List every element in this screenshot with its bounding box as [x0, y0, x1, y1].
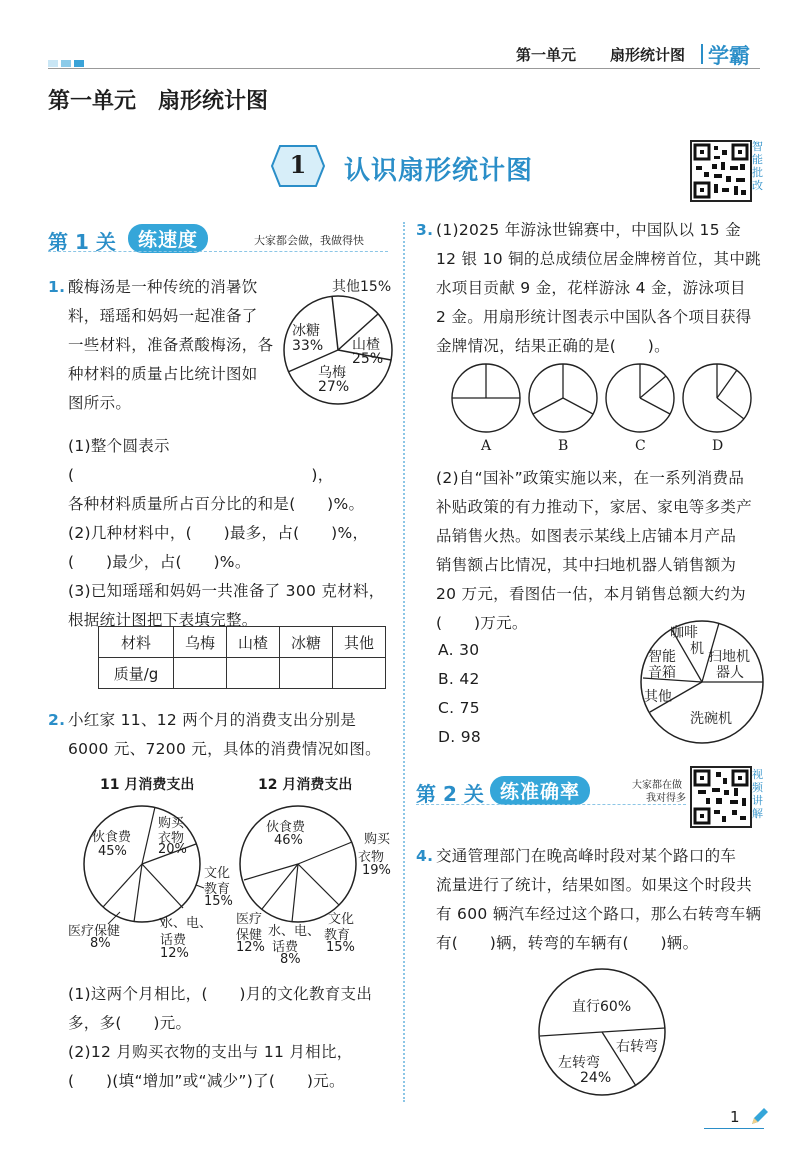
- q2-pie1-divider: [142, 864, 183, 908]
- q3-line: (1)2025 年游泳世锦赛中，中国队以 15 金: [436, 221, 741, 239]
- q2-c2-edu2: 教育: [324, 928, 351, 943]
- qr-code-video[interactable]: [690, 766, 752, 828]
- q2-pie1-divider: [103, 864, 142, 907]
- q3-option-b[interactable]: B: [558, 438, 569, 454]
- q1-pie-divider: [332, 296, 338, 350]
- qr-code-icon: [692, 768, 750, 826]
- q1-line: 酸梅汤是一种传统的消暑饮: [68, 278, 258, 296]
- q2-c1-utility1: 水、电、: [160, 916, 213, 931]
- q3-stem: [436, 216, 770, 361]
- q1-part1: [68, 432, 398, 635]
- q3-line: 金牌情况，结果正确的是( )。: [436, 337, 670, 355]
- stage2-pill: 练准确率: [490, 776, 590, 805]
- q2-part1-line: (1)这两个月相比，( )月的文化教育支出: [68, 985, 373, 1003]
- q2-c1-edu2: 教育: [204, 882, 231, 897]
- q2-number: 2.: [48, 711, 66, 729]
- q1-pie-value-sugar: 33%: [292, 338, 324, 354]
- stage1-rule: [48, 251, 388, 252]
- table-header: 其他: [333, 627, 386, 658]
- q2-c1-clothes-pct: 20%: [158, 842, 187, 857]
- q2-pie1-divider: [142, 807, 155, 864]
- q2-c1-food-pct: 45%: [98, 844, 127, 859]
- q2-c1-utility-pct: 12%: [160, 946, 189, 961]
- q3-choices: [438, 636, 481, 752]
- header-rule: [48, 68, 760, 69]
- q1-line: 图所示。: [68, 394, 132, 412]
- q1-pie-value-hawthorn: 25%: [352, 351, 384, 367]
- q3-pie-coffee: 咖啡: [670, 625, 698, 641]
- table-header: 乌梅: [174, 627, 227, 658]
- q1-pie-label-hawthorn: 山楂: [352, 337, 380, 353]
- q2-c1-utility2: 话费: [160, 933, 187, 948]
- qr-code-smart-grading[interactable]: [690, 140, 752, 202]
- q3-line: 2 金。用扇形统计图表示中国队各个项目获得: [436, 308, 752, 326]
- q3-choice-c[interactable]: C. 75: [438, 699, 480, 717]
- qr-code-icon: [692, 142, 750, 200]
- q2-c2-edu-pct: 15%: [326, 940, 355, 955]
- table-header: 冰糖: [280, 627, 333, 658]
- stage2-slogan1: 大家都在做: [632, 780, 682, 791]
- lesson-badge: [270, 144, 326, 188]
- q2-parts: [68, 980, 398, 1096]
- q1-table: [98, 626, 386, 689]
- q4-line: 交通管理部门在晚高峰时段对某个路口的车: [436, 847, 737, 865]
- table-row-label: 质量/g: [99, 658, 174, 689]
- q1-pie-label-plum: 乌梅: [318, 365, 346, 381]
- q2-line: 6000 元、7200 元，具体的消费情况如图。: [68, 740, 381, 758]
- stage2-slogan2: 我对得多: [646, 793, 686, 804]
- q4-number: 4.: [416, 847, 434, 865]
- q3-part2: [436, 464, 770, 638]
- q2-c2-clothes-pct: 19%: [362, 863, 391, 878]
- q2-stem: [68, 706, 398, 764]
- q2-chart1-title: 11 月消费支出: [100, 777, 195, 793]
- q2-part1-line: 多，多( )元。: [68, 1014, 192, 1032]
- table-header: 材料: [99, 627, 174, 658]
- lesson-title: 认识扇形统计图: [344, 156, 534, 186]
- q3-pie-other: 其他: [644, 689, 672, 705]
- stage2-label: 第 2 关: [416, 782, 484, 806]
- q2-line: 小红家 11、12 两个月的消费支出分别是: [68, 711, 357, 729]
- q2-c2-medical2: 保健: [236, 928, 263, 943]
- q2-c2-food-pct: 46%: [274, 833, 303, 848]
- q3-pie-coffee2: 机: [690, 641, 704, 657]
- header-unit: 第一单元: [516, 46, 577, 64]
- q2-c1-medical: 医疗保健: [68, 924, 121, 939]
- q1-pie-label-sugar: 冰糖: [292, 323, 320, 339]
- q2-pie2-divider: [298, 842, 352, 864]
- q3-pie-b: [529, 364, 597, 432]
- pencil-icon: [748, 1106, 770, 1128]
- q3-option-c[interactable]: C: [635, 438, 646, 454]
- q3-pie-c: [606, 364, 674, 432]
- q2-c1-food: 伙食费: [92, 830, 132, 845]
- q2-c1-edu-pct: 15%: [204, 894, 233, 909]
- q1-pie-label-other: 其他15%: [332, 279, 392, 295]
- footer-rule: [704, 1128, 764, 1129]
- q1-stem: [68, 273, 278, 418]
- header-dots: [48, 52, 96, 60]
- q1-part2-line: ( )最少，占( )%。: [68, 553, 251, 571]
- q2-c2-clothes1: 购买: [364, 832, 391, 847]
- q2-c2-utility-pct: 8%: [280, 952, 301, 967]
- q2-pie2-divider: [298, 864, 339, 905]
- q2-c2-utility1: 水、电、: [268, 924, 321, 939]
- q2-leader-line: [196, 885, 204, 888]
- q3-pie-a: [452, 364, 520, 432]
- q3-pie-d: [683, 364, 751, 432]
- q3-pie-speaker2: 音箱: [648, 665, 676, 681]
- q1-line: 料，瑶瑶和妈妈一起准备了: [68, 307, 258, 325]
- q2-c1-clothes1: 购买: [158, 816, 185, 831]
- q2-c1-clothes2: 衣物: [158, 831, 185, 846]
- q4-pie-divider: [540, 1032, 602, 1036]
- q1-part2-line: (2)几种材料中，( )最多，占( )%，: [68, 524, 369, 542]
- q2-c2-medical1: 医疗: [236, 912, 263, 927]
- q4-line: 有( )辆，转弯的车辆有( )辆。: [436, 934, 699, 952]
- table-cell[interactable]: [227, 658, 280, 689]
- q3-part2-line: 销售额占比情况，其中扫地机器人销售额为: [436, 556, 737, 574]
- header-divider: [701, 44, 703, 64]
- q3-pie-dishwasher: 洗碗机: [690, 711, 732, 727]
- q1-line: 一些材料，准备煮酸梅汤，各: [68, 336, 274, 354]
- q3-part2-line: (2)自“国补”政策实施以来，在一系列消费品: [436, 469, 745, 487]
- q2-chart2-title: 12 月消费支出: [258, 777, 353, 793]
- q4-stem: [436, 842, 770, 958]
- page-number: 1: [730, 1108, 740, 1126]
- q1-pie-value-plum: 27%: [318, 379, 350, 395]
- q2-c2-clothes2: 衣物: [358, 850, 385, 865]
- q4-line: 流量进行了统计，结果如图。如果这个时段共: [436, 876, 753, 894]
- q3-choice-b[interactable]: B. 42: [438, 670, 480, 688]
- q4-pie-left-turn: 左转弯: [558, 1055, 600, 1071]
- q3-pie-speaker1: 智能: [648, 649, 676, 665]
- q1-part1-line: 各种材料质量所占百分比的和是( )%。: [68, 495, 365, 513]
- lesson-number: 1: [289, 150, 307, 179]
- table-header: 山楂: [227, 627, 280, 658]
- q3-number: 3.: [416, 221, 434, 239]
- page-title: 第一单元 扇形统计图: [48, 89, 269, 114]
- q3-line: 12 银 10 铜的总成绩位居金牌榜首位，其中跳: [436, 250, 761, 268]
- stage1-slogan: 大家都会做，我做得快: [254, 234, 364, 247]
- header-section: 扇形统计图: [610, 46, 686, 64]
- q3-part2-line: 品销售火热。如图表示某线上店铺本月产品: [436, 527, 737, 545]
- q4-pie-right-turn: 右转弯: [616, 1039, 658, 1055]
- q3-choice-a[interactable]: A. 30: [438, 641, 480, 659]
- table-cell[interactable]: [333, 658, 386, 689]
- q2-c2-food: 伙食费: [266, 820, 306, 835]
- header-brand: 学霸: [708, 44, 750, 68]
- qr2-caption: 视频讲解: [752, 768, 763, 820]
- q3-pie-robot2: 器人: [716, 665, 744, 681]
- q2-c1-edu1: 文化: [204, 866, 231, 881]
- q4-pie-straight: 直行60%: [572, 999, 632, 1015]
- q2-pie1-divider: [134, 864, 142, 922]
- table-cell[interactable]: [174, 658, 227, 689]
- stage2-rule: [416, 804, 686, 805]
- qr1-caption: 智能批改: [752, 140, 763, 192]
- q2-pie2-divider: [292, 864, 298, 922]
- q3-line: 水项目贡献 9 金，花样游泳 4 金，游泳项目: [436, 279, 746, 297]
- stage1-pill: 练速度: [128, 224, 208, 253]
- q3-option-pies: [450, 362, 760, 436]
- q2-pie-chart-nov: [80, 800, 213, 931]
- q4-pie-left-turn-pct: 24%: [580, 1070, 612, 1086]
- q3-part2-line: ( )万元。: [436, 614, 528, 632]
- q3-choice-d[interactable]: D. 98: [438, 728, 482, 746]
- q4-pie-divider: [602, 1028, 665, 1032]
- q3-option-d[interactable]: D: [712, 438, 724, 454]
- q3-part2-line: 补贴政策的有力推动下，家居、家电等多类产: [436, 498, 753, 516]
- q2-part2-line: (2)12 月购买衣物的支出与 11 月相比，: [68, 1043, 353, 1061]
- q3-option-a[interactable]: A: [481, 438, 492, 454]
- q2-c2-utility2: 话费: [272, 940, 299, 955]
- table-cell[interactable]: [280, 658, 333, 689]
- q1-part3-line: 根据统计图把下表填完整。: [68, 611, 258, 629]
- stage1-label: 第 1 关: [48, 230, 116, 254]
- q4-line: 有 600 辆汽车经过这个路口，那么右转弯车辆: [436, 905, 762, 923]
- q1-part3-line: (3)已知瑶瑶和妈妈一共准备了 300 克材料，: [68, 582, 385, 600]
- q2-c2-medical-pct: 12%: [236, 940, 265, 955]
- q1-line: 种材料的质量占比统计图如: [68, 365, 258, 383]
- q1-part1-line: (1)整个圆表示( )，: [68, 437, 334, 484]
- q2-pie2-divider: [244, 864, 298, 880]
- q2-c1-medical-pct: 8%: [90, 936, 111, 951]
- q3-pie-robot1: 扫地机: [708, 649, 750, 665]
- q2-c2-edu1: 文化: [328, 912, 355, 927]
- q2-part2-line: ( )(填“增加”或“减少”)了( )元。: [68, 1072, 345, 1090]
- q1-number: 1.: [48, 278, 66, 296]
- q2-pie2-divider: [262, 864, 298, 909]
- q3-part2-line: 20 万元，看图估一估，本月销售总额大约为: [436, 585, 746, 603]
- column-divider: [403, 222, 405, 1102]
